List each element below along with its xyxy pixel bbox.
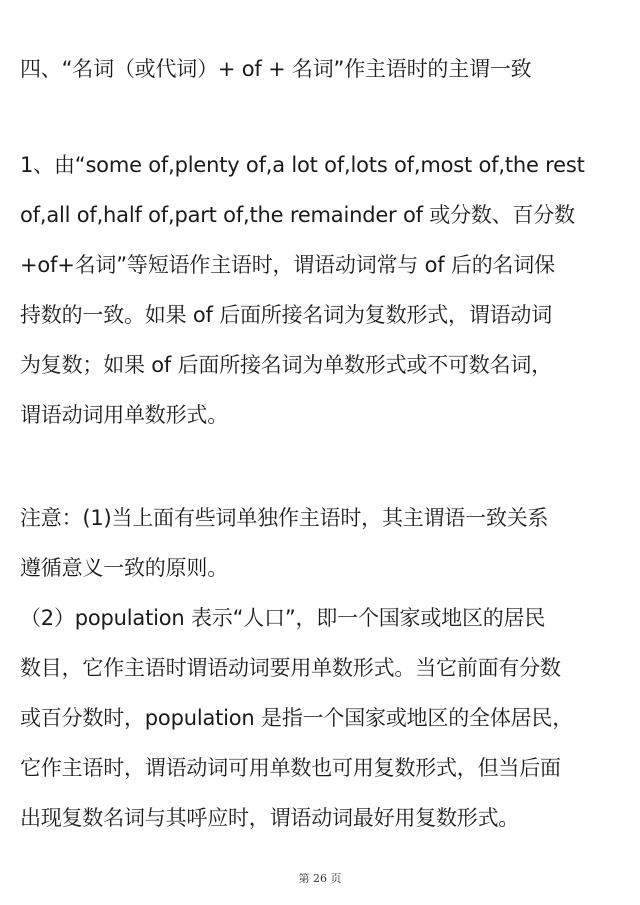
paragraph-line: of,all of,half of,part of,the remainder of 或分数、百分数 [20, 203, 575, 227]
note-line: 遵循意义一致的原则。 [20, 556, 228, 580]
note-line: 它作主语时，谓语动词可用单数也可用复数形式，但当后面 [20, 756, 561, 780]
paragraph-line: 持数的一致。如果 of 后面所接名词为复数形式，谓语动词 [20, 303, 552, 327]
paragraph-line: 谓语动词用单数形式。 [20, 403, 228, 427]
section-heading: 四、“名词（或代词）+ of + 名词”作主语时的主谓一致 [20, 57, 532, 81]
paragraph-line: 1、由“some of,plenty of,a lot of,lots of,most of,the rest [20, 153, 585, 177]
note-line: 数目，它作主语时谓语动词要用单数形式。当它前面有分数 [20, 656, 561, 680]
page-number: 第 26 页 [298, 872, 342, 885]
paragraph-line: +of+名词”等短语作主语时，谓语动词常与 of 后的名词保 [20, 253, 555, 277]
paragraph-line: 为复数；如果 of 后面所接名词为单数形式或不可数名词， [20, 353, 552, 377]
note-line: 注意：(1)当上面有些词单独作主语时，其主谓语一致关系 [20, 506, 549, 530]
note-line: （2）population 表示“人口”，即一个国家或地区的居民 [20, 606, 546, 630]
note-line: 出现复数名词与其呼应时，谓语动词最好用复数形式。 [20, 806, 520, 830]
note-line: 或百分数时，population 是指一个国家或地区的全体居民， [20, 706, 574, 730]
